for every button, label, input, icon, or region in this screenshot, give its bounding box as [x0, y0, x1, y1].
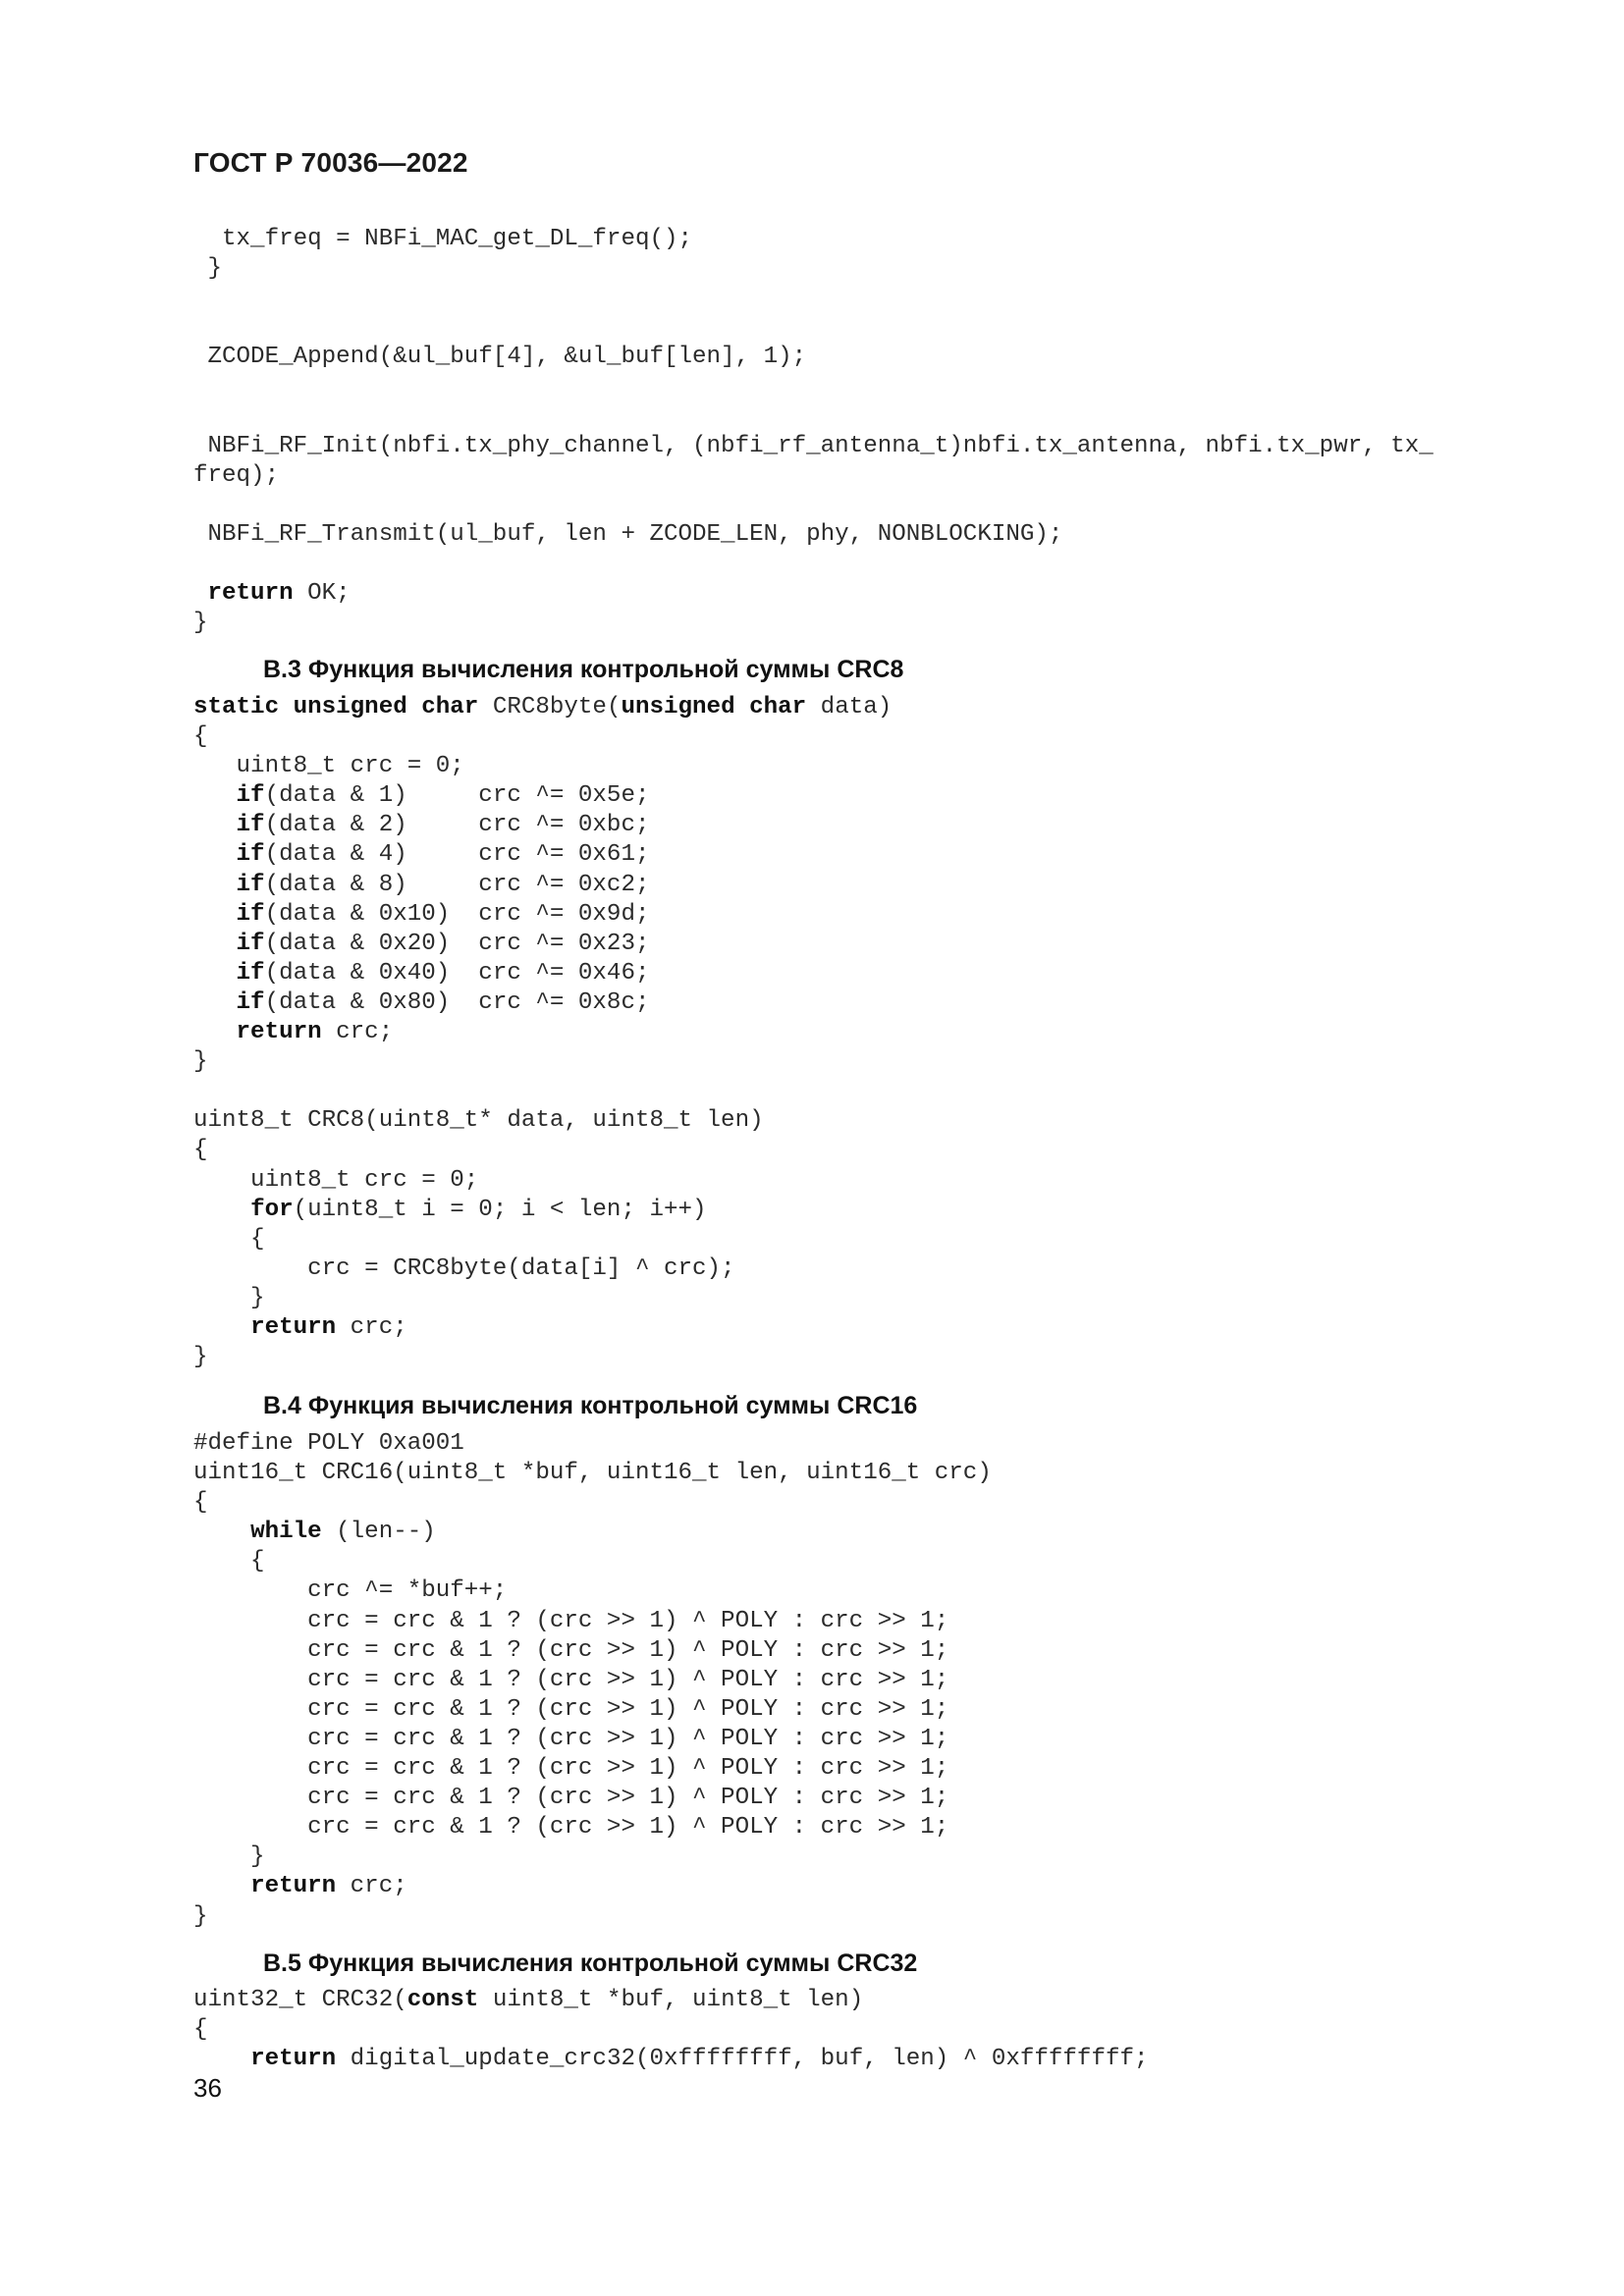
page-number: 36: [193, 2073, 222, 2103]
code-line: [193, 840, 892, 870]
code-line: [193, 1872, 992, 1901]
code-text: NBFi_RF_Transmit(ul_buf, len + ZCODE_LEN, phy, NONBLOCKING);: [193, 520, 1063, 548]
code-line: [193, 752, 892, 781]
code-keyword: return: [207, 580, 294, 608]
code-keyword: return: [250, 2046, 337, 2073]
code-text: uint16_t CRC16(uint8_t *buf, uint16_t len, uint16_t crc): [193, 1460, 992, 1487]
code-line: [193, 491, 1434, 520]
code-text: [193, 580, 208, 607]
code-keyword: if: [236, 841, 265, 869]
code-text: crc = crc & 1 ? (crc >> 1) ^ POLY : crc >> 1;: [193, 1636, 949, 1664]
code-text: [193, 931, 237, 957]
code-line: [193, 1842, 992, 1872]
code-text: {: [193, 2016, 208, 2044]
code-text: crc = CRC8byte(data[i] ^ crc);: [193, 1255, 735, 1282]
code-line: [193, 900, 892, 930]
code-line: [193, 1136, 892, 1165]
code-text: crc;: [321, 1019, 394, 1046]
code-text: CRC8byte(: [478, 694, 622, 721]
code-text: crc = crc & 1 ? (crc >> 1) ^ POLY : crc >> 1;: [193, 1725, 949, 1752]
code-line: [193, 1986, 1149, 2015]
code-line: [193, 2015, 1149, 2045]
section-heading-crc8: В.3 Функция вычисления контрольной суммы CRC8: [263, 656, 904, 683]
code-text: crc = crc & 1 ? (crc >> 1) ^ POLY : crc >> 1;: [193, 1695, 949, 1723]
code-keyword: while: [250, 1519, 322, 1546]
code-keyword: if: [236, 782, 265, 810]
code-text: }: [193, 1902, 208, 1930]
code-block-crc16: [193, 1429, 992, 1932]
code-text: ZCODE_Append(&ul_buf[4], &ul_buf[len], 1);: [193, 344, 807, 371]
document-header: ГОСТ Р 70036—2022: [193, 147, 468, 178]
code-text: crc;: [336, 1873, 407, 1900]
code-line: [193, 1255, 892, 1284]
code-text: [193, 1019, 237, 1045]
code-text: crc = crc & 1 ? (crc >> 1) ^ POLY : crc >> 1;: [193, 1785, 949, 1812]
code-line: [193, 579, 1434, 609]
code-keyword: return: [250, 1313, 337, 1341]
code-text: crc = crc & 1 ? (crc >> 1) ^ POLY : crc >> 1;: [193, 1814, 949, 1842]
code-line: [193, 1636, 992, 1666]
section-heading-crc32: В.5 Функция вычисления контрольной суммы CRC32: [263, 1949, 918, 1977]
code-keyword: static unsigned char: [193, 694, 479, 721]
code-block-continuation: [193, 225, 1434, 638]
code-text: [193, 1197, 250, 1223]
code-text: data): [806, 694, 893, 721]
code-text: [193, 782, 237, 809]
code-keyword: if: [236, 988, 265, 1016]
code-line: [193, 372, 1434, 401]
code-line: [193, 254, 1434, 284]
code-line: [193, 402, 1434, 432]
code-line: [193, 988, 892, 1018]
code-keyword: const: [406, 1987, 479, 2013]
code-line: [193, 722, 892, 752]
code-line: [193, 1518, 992, 1547]
code-text: }: [193, 1344, 208, 1371]
code-line: [193, 1666, 992, 1695]
code-line: [193, 781, 892, 811]
code-text: }: [193, 610, 208, 637]
code-line: [193, 284, 1434, 313]
code-line: [193, 1343, 892, 1372]
code-line: [193, 1547, 992, 1576]
code-line: [193, 1196, 892, 1225]
code-text: crc = crc & 1 ? (crc >> 1) ^ POLY : crc >> 1;: [193, 1666, 949, 1693]
code-keyword: for: [250, 1196, 294, 1223]
code-line: [193, 550, 1434, 579]
code-text: [193, 872, 237, 898]
code-text: [193, 812, 237, 838]
code-line: [193, 1488, 992, 1518]
code-text: }: [193, 1048, 208, 1076]
code-text: #define POLY 0xa001: [193, 1430, 464, 1457]
code-text: crc;: [336, 1313, 407, 1341]
code-line: [193, 1166, 892, 1196]
code-keyword: if: [236, 900, 265, 928]
code-keyword: return: [250, 1873, 337, 1900]
code-text: [193, 989, 237, 1016]
code-text: [193, 841, 237, 868]
section-heading-crc16: В.4 Функция вычисления контрольной суммы CRC16: [263, 1392, 918, 1419]
code-line: [193, 1784, 992, 1813]
code-text: OK;: [293, 580, 351, 608]
code-line: [193, 1902, 992, 1932]
code-line: [193, 1106, 892, 1136]
code-text: uint8_t crc = 0;: [193, 1166, 479, 1194]
code-text: {: [193, 1137, 208, 1164]
code-line: [193, 930, 892, 959]
code-line: [193, 1695, 992, 1725]
code-line: [193, 871, 892, 900]
code-text: }: [193, 1284, 265, 1311]
code-text: uint8_t CRC8(uint8_t* data, uint8_t len): [193, 1107, 764, 1135]
code-line: [193, 313, 1434, 343]
code-line: [193, 432, 1434, 461]
code-line: [193, 959, 892, 988]
code-line: [193, 1313, 892, 1343]
code-text: (data & 2) crc ^= 0xbc;: [264, 812, 650, 839]
code-text: (data & 4) crc ^= 0x61;: [264, 841, 650, 869]
code-text: NBFi_RF_Init(nbfi.tx_phy_channel, (nbfi_rf_antenna_t)nbfi.tx_antenna, nbfi.tx_pwr, tx_: [193, 432, 1434, 459]
code-keyword: return: [236, 1019, 322, 1046]
code-text: uint8_t *buf, uint8_t len): [478, 1987, 864, 2013]
code-line: [193, 811, 892, 840]
code-line: [193, 1429, 992, 1459]
code-keyword: if: [236, 871, 265, 898]
code-text: (data & 0x40) crc ^= 0x46;: [264, 959, 650, 987]
code-line: [193, 693, 892, 722]
code-line: [193, 1607, 992, 1636]
code-text: {: [193, 1548, 265, 1575]
code-text: uint32_t CRC32(: [193, 1987, 407, 2013]
code-line: [193, 1459, 992, 1488]
code-line: [193, 1018, 892, 1047]
code-text: {: [193, 723, 208, 751]
code-block-crc32: [193, 1986, 1149, 2074]
code-text: [193, 1314, 250, 1341]
code-line: [193, 2045, 1149, 2074]
code-keyword: unsigned char: [621, 694, 807, 721]
code-text: }: [193, 255, 223, 283]
code-line: [193, 1284, 892, 1313]
code-text: (data & 0x20) crc ^= 0x23;: [264, 930, 650, 957]
code-text: [193, 960, 237, 987]
code-text: [193, 1519, 250, 1545]
code-text: (uint8_t i = 0; i < len; i++): [293, 1196, 707, 1223]
code-text: {: [193, 1225, 265, 1253]
code-line: [193, 1225, 892, 1255]
code-line: [193, 1813, 992, 1842]
code-line: [193, 1576, 992, 1606]
code-text: [193, 1873, 250, 1899]
code-text: (data & 1) crc ^= 0x5e;: [264, 782, 650, 810]
code-line: [193, 1047, 892, 1077]
code-text: crc = crc & 1 ? (crc >> 1) ^ POLY : crc >> 1;: [193, 1755, 949, 1783]
code-line: [193, 1725, 992, 1754]
code-text: tx_freq = NBFi_MAC_get_DL_freq();: [193, 226, 693, 252]
code-text: (len--): [321, 1519, 436, 1546]
code-text: (data & 8) crc ^= 0xc2;: [264, 871, 650, 898]
code-text: (data & 0x80) crc ^= 0x8c;: [264, 988, 650, 1016]
code-text: [193, 2046, 250, 2072]
code-keyword: if: [236, 959, 265, 987]
code-line: [193, 1754, 992, 1784]
code-block-crc8: [193, 693, 892, 1372]
code-text: digital_update_crc32(0xffffffff, buf, len) ^ 0xffffffff;: [336, 2046, 1149, 2073]
code-text: uint8_t crc = 0;: [193, 753, 464, 780]
code-text: freq);: [193, 461, 280, 489]
code-keyword: if: [236, 812, 265, 839]
code-text: }: [193, 1843, 265, 1871]
code-text: crc = crc & 1 ? (crc >> 1) ^ POLY : crc >> 1;: [193, 1607, 949, 1634]
code-line: [193, 461, 1434, 491]
code-line: [193, 225, 1434, 254]
code-line: [193, 520, 1434, 550]
code-text: (data & 0x10) crc ^= 0x9d;: [264, 900, 650, 928]
code-text: {: [193, 1489, 208, 1517]
code-line: [193, 343, 1434, 372]
code-line: [193, 609, 1434, 638]
code-text: [193, 901, 237, 928]
code-keyword: if: [236, 930, 265, 957]
code-line: [193, 1077, 892, 1106]
code-text: crc ^= *buf++;: [193, 1577, 508, 1605]
